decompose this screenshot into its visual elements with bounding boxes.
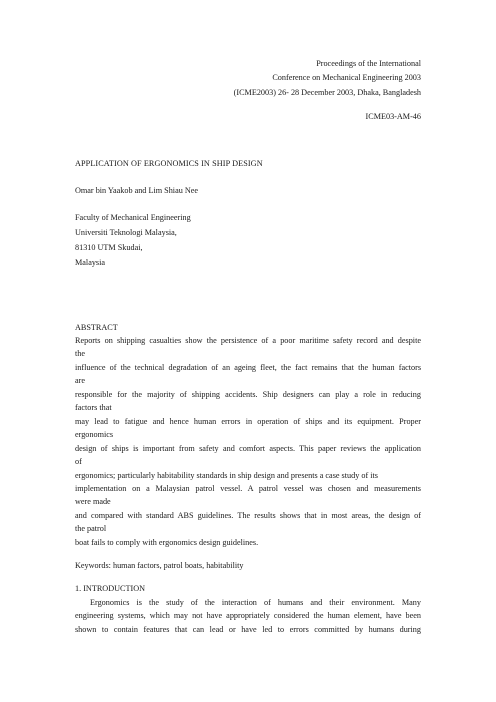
affiliation-line-3: 81310 UTM Skudai,: [75, 243, 143, 252]
abstract-line: influence of the technical degradation of an ageing fleet, the fact remains that the human factors: [75, 363, 421, 372]
abstract-line: were made: [75, 497, 111, 506]
abstract-line: ergonomics: [75, 430, 114, 439]
header-line-1: Proceedings of the International: [316, 59, 421, 68]
abstract-line: design of ships is important from safety and comfort aspects. This paper reviews the application: [75, 444, 421, 453]
abstract-line: Reports on shipping casualties show the persistence of a poor maritime safety record and despite: [75, 336, 421, 345]
abstract-line: of: [75, 457, 82, 466]
abstract-line: factors that: [75, 403, 112, 412]
introduction-line: Ergonomics is the study of the interaction of humans and their environment. Many: [90, 598, 421, 607]
header-line-3: (ICME2003) 26- 28 December 2003, Dhaka, Bangladesh: [233, 88, 421, 97]
introduction-line: shown to contain features that can lead or have led to errors committed by humans during: [75, 625, 421, 634]
abstract-line: the: [75, 349, 86, 358]
section-heading-introduction: 1. INTRODUCTION: [75, 584, 146, 593]
abstract-line: are: [75, 376, 85, 385]
authors: Omar bin Yaakob and Lim Shiau Nee: [75, 186, 199, 195]
paper-title: APPLICATION OF ERGONOMICS IN SHIP DESIGN: [75, 159, 263, 168]
abstract-line: and compared with standard ABS guidelines. The results shows that in most areas, the design of: [75, 511, 421, 520]
abstract-line: implementation on a Malaysian patrol vessel. A patrol vessel was chosen and measurements: [75, 484, 421, 493]
keywords: Keywords: human factors, patrol boats, habitability: [75, 561, 244, 570]
header-line-2: Conference on Mechanical Engineering 2003: [272, 73, 421, 82]
abstract-line: responsible for the majority of shipping accidents. Ship designers can play a role in reducing: [75, 390, 421, 399]
abstract-heading: ABSTRACT: [75, 323, 118, 332]
abstract-line: may lead to fatigue and hence human errors in operation of ships and its equipment. Proper: [75, 417, 421, 426]
abstract-line: boat fails to comply with ergonomics design guidelines.: [75, 538, 259, 547]
affiliation-line-2: Universiti Teknologi Malaysia,: [75, 228, 177, 237]
paper-id: ICME03-AM-46: [365, 112, 421, 121]
abstract-line: ergonomics; particularly habitability standards in ship design and presents a case study of its: [75, 471, 378, 480]
affiliation-line-4: Malaysia: [75, 258, 106, 267]
affiliation-line-1: Faculty of Mechanical Engineering: [75, 213, 191, 222]
abstract-line: the patrol: [75, 524, 107, 533]
introduction-line: engineering systems, which may not have appropriately considered the human element, have been: [75, 611, 421, 620]
